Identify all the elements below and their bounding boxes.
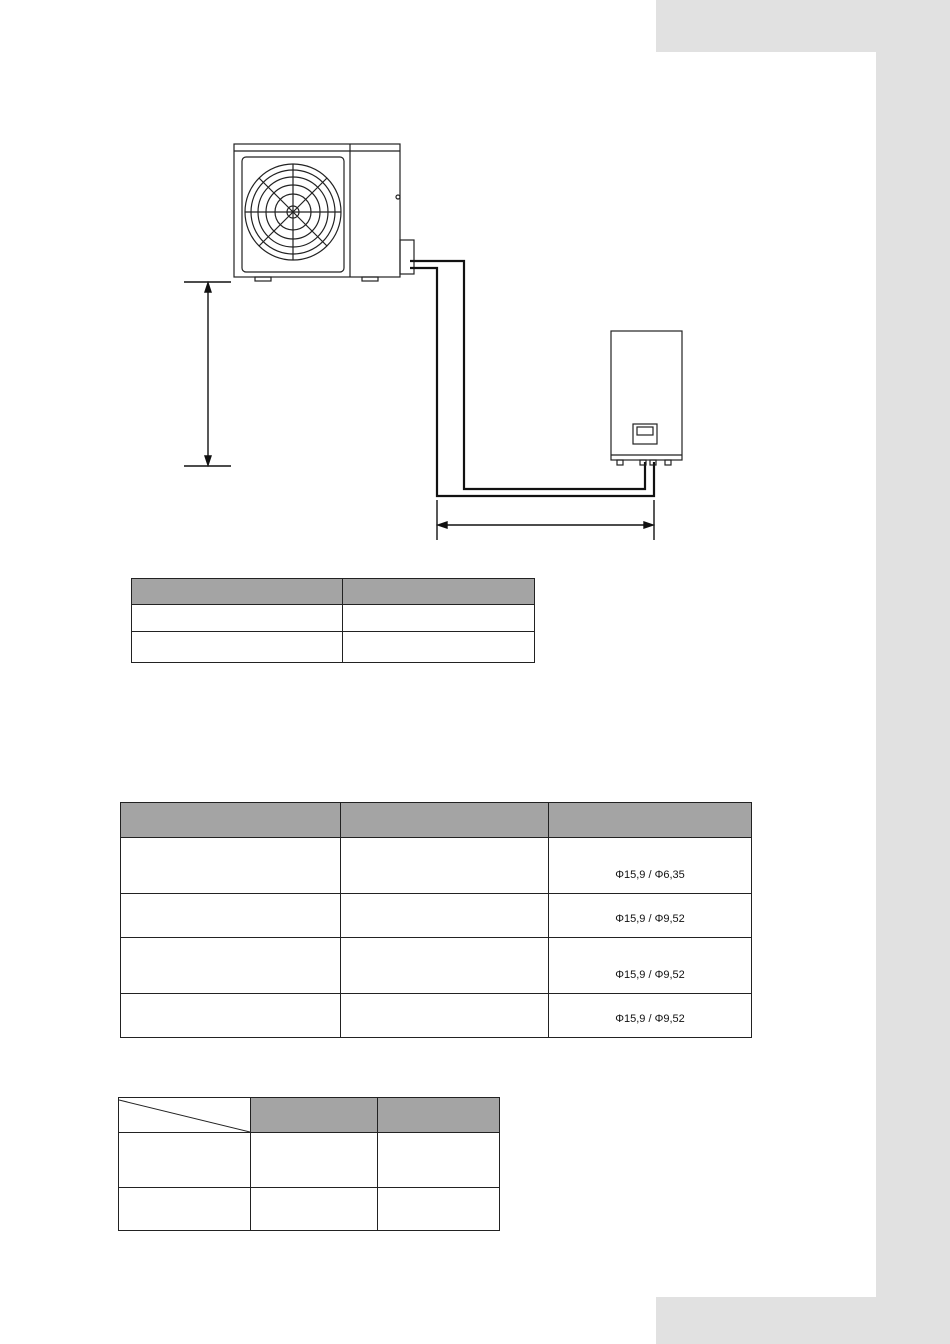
pipe-size-cell: Φ15,9 / Φ6,35 — [549, 838, 752, 894]
pipe-size-cell: Φ15,9 / Φ9,52 — [549, 938, 752, 994]
charge-table — [118, 1097, 500, 1231]
installation-diagram — [0, 0, 950, 560]
pipe-size-cell: Φ15,9 / Φ9,52 — [549, 894, 752, 938]
pipe-size-cell: Φ15,9 / Φ9,52 — [549, 994, 752, 1038]
pipe-size-table — [120, 802, 752, 1038]
limits-table — [131, 578, 535, 663]
diagonal-header-cell — [119, 1098, 251, 1133]
diagonal-line — [119, 1098, 250, 1132]
outdoor-unit-illustration — [234, 144, 414, 281]
indoor-unit-illustration — [611, 331, 682, 465]
length-dimension — [437, 500, 654, 540]
height-dimension — [184, 282, 231, 466]
side-tab-bottom — [656, 1297, 950, 1344]
